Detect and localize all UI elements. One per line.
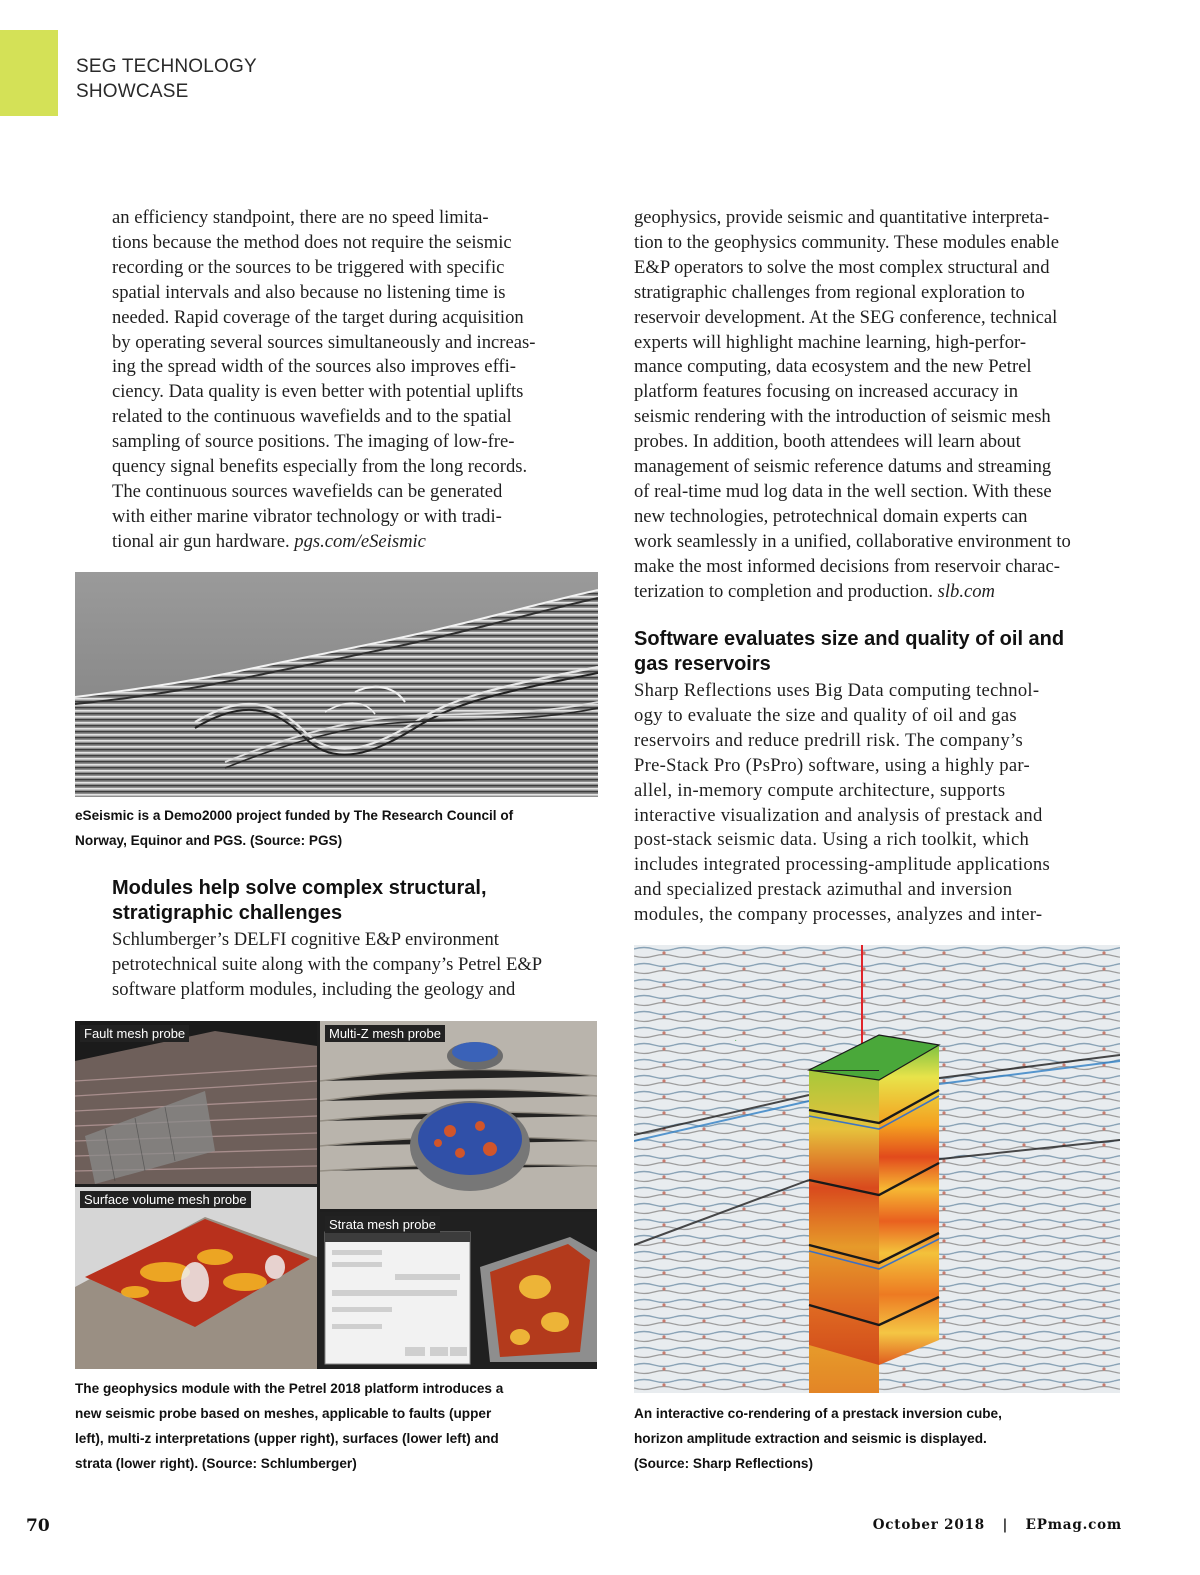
pgs-link[interactable]: pgs.com/eSeismic — [294, 530, 426, 552]
heading-line: Modules help solve complex structural, — [112, 877, 487, 899]
text-fragment: terization to completion and production. — [634, 580, 933, 602]
text-line: Pre-Stack Pro (PsPro) software, using a highly par- — [634, 754, 1031, 776]
right-column-continued — [634, 206, 1124, 605]
text-line: experts will highlight machine learning, high-perfor- — [634, 331, 1027, 353]
sharp-caption — [634, 1401, 1002, 1476]
text-line: includes integrated processing-amplitude applications — [634, 854, 1051, 876]
fault-mesh-probe-panel — [75, 1021, 317, 1184]
text-line: probes. In addition, booth attendees will learn about — [634, 431, 1021, 453]
text-line: new technologies, petrotechnical domain experts can — [634, 505, 1028, 527]
cube-axis-label: · — [734, 1035, 738, 1046]
text-line: work seamlessly in a unified, collaborative environment to — [634, 530, 1071, 552]
caption-line: (Source: Sharp Reflections) — [634, 1456, 814, 1471]
caption-line: An interactive co-rendering of a prestack inversion cube, — [634, 1406, 1002, 1421]
section-color-tab — [0, 30, 58, 116]
caption-line: left), multi-z interpretations (upper right), surfaces (lower left) and — [75, 1431, 499, 1446]
text-line — [112, 530, 602, 555]
text-line: petrotechnical suite along with the company’s Petrel E&P — [112, 953, 543, 975]
footer-separator: | — [1002, 1517, 1009, 1533]
heading-line: gas reservoirs — [634, 653, 771, 675]
issue-date: October 2018 — [872, 1517, 985, 1533]
text-line: tions because the method does not require the seismic — [112, 231, 512, 253]
text-line: post-stack seismic data. Using a rich toolkit, which — [634, 829, 1030, 851]
text-fragment: tional air gun hardware. — [112, 530, 290, 552]
text-line: make the most informed decisions from reservoir charac- — [634, 555, 1060, 577]
multiz-mesh-graphic — [320, 1021, 597, 1209]
text-line: E&P operators to solve the most complex structural and — [634, 256, 1050, 278]
eseismic-caption — [75, 803, 513, 853]
text-line: platform features focusing on increased accuracy in — [634, 381, 1019, 403]
text-line: recording or the sources to be triggered with specific — [112, 256, 505, 278]
text-line: Schlumberger’s DELFI cognitive E&P environment — [112, 929, 499, 950]
text-line: and specialized prestack azimuthal and inversion — [634, 879, 1013, 901]
surface-volume-graphic — [75, 1187, 317, 1369]
heading-line: Software evaluates size and quality of oil and — [634, 628, 1065, 650]
fault-panel-label: Fault mesh probe — [80, 1025, 189, 1042]
text-line — [634, 580, 1124, 605]
petrel-caption — [75, 1376, 503, 1476]
seismic-section-graphic — [75, 572, 598, 797]
text-line: quency signal benefits especially from the long records. — [112, 456, 528, 478]
strata-panel-label: Strata mesh probe — [325, 1216, 440, 1233]
section-label — [76, 54, 257, 104]
text-line: The continuous sources wavefields can be generated — [112, 480, 503, 502]
text-line: ciency. Data quality is even better with potential uplifts — [112, 381, 524, 403]
text-line: sampling of source positions. The imaging of low-fre- — [112, 431, 515, 453]
text-line: ogy to evaluate the size and quality of oil and gas — [634, 704, 1017, 726]
caption-line: horizon amplitude extraction and seismic is displayed. — [634, 1431, 987, 1446]
text-line: mance computing, data ecosystem and the new Petrel — [634, 356, 1032, 378]
text-line: software platform modules, including the geology and — [112, 978, 516, 1000]
caption-line: eSeismic is a Demo2000 project funded by The Research Council of — [75, 808, 514, 823]
modules-article-heading — [112, 876, 487, 926]
caption-line: strata (lower right). (Source: Schlumberger) — [75, 1456, 357, 1471]
text-line: reservoirs and reduce predrill risk. The company’s — [634, 729, 1023, 751]
heading-line: stratigraphic challenges — [112, 902, 343, 924]
text-line: tion to the geophysics community. These modules enable — [634, 231, 1059, 253]
text-line: Sharp Reflections uses Big Data computing technol- — [634, 680, 1040, 701]
text-line: seismic rendering with the introduction of seismic mesh — [634, 406, 1051, 428]
modules-article-body — [112, 928, 602, 1003]
strata-mesh-graphic — [320, 1212, 597, 1369]
text-line: by operating several sources simultaneously and increas- — [112, 331, 536, 353]
text-line: management of seismic reference datums and streaming — [634, 456, 1052, 478]
fault-mesh-graphic — [75, 1021, 317, 1184]
strata-mesh-probe-panel — [320, 1212, 597, 1369]
text-line: with either marine vibrator technology or with tradi- — [112, 505, 502, 527]
section-label-line-1: SEG TECHNOLOGY — [76, 56, 257, 77]
text-line: related to the continuous wavefields and to the spatial — [112, 406, 512, 428]
text-line: ing the spread width of the sources also improves effi- — [112, 356, 516, 378]
surface-volume-mesh-probe-panel — [75, 1187, 317, 1369]
text-line: of real-time mud log data in the well section. With these — [634, 480, 1052, 502]
site-link[interactable]: EPmag.com — [1025, 1517, 1122, 1533]
inversion-cube-graphic — [634, 945, 1120, 1393]
text-line: reservoir development. At the SEG conference, technical — [634, 306, 1058, 328]
text-line: stratigraphic challenges from regional exploration to — [634, 281, 1025, 303]
section-label-line-2: SHOWCASE — [76, 81, 189, 102]
text-line: geophysics, provide seismic and quantitative interpreta- — [634, 207, 1050, 228]
slb-link[interactable]: slb.com — [937, 580, 995, 602]
sharp-article-heading — [634, 627, 1064, 677]
text-line: allel, in-memory compute architecture, supports — [634, 779, 1006, 801]
petrel-mesh-probe-figure — [75, 1021, 597, 1369]
sharp-inversion-cube-image — [634, 945, 1120, 1393]
text-line: needed. Rapid coverage of the target during acquisition — [112, 306, 524, 328]
footer-right — [873, 1517, 1122, 1533]
text-line: modules, the company processes, analyzes and inter- — [634, 904, 1043, 926]
multiz-mesh-probe-panel — [320, 1021, 597, 1209]
multiz-panel-label: Multi-Z mesh probe — [325, 1025, 445, 1042]
text-line: an efficiency standpoint, there are no speed limita- — [112, 207, 489, 228]
caption-line: new seismic probe based on meshes, applicable to faults (upper — [75, 1406, 492, 1421]
eseismic-seismic-image — [75, 572, 598, 797]
caption-line: Norway, Equinor and PGS. (Source: PGS) — [75, 833, 343, 848]
sharp-article-body — [634, 679, 1124, 928]
surface-panel-label: Surface volume mesh probe — [80, 1191, 251, 1208]
left-column-intro — [112, 206, 602, 555]
caption-line: The geophysics module with the Petrel 2018 platform introduces a — [75, 1381, 504, 1396]
text-line: interactive visualization and analysis of prestack and — [634, 804, 1043, 826]
text-line: spatial intervals and also because no listening time is — [112, 281, 506, 303]
page-number: 70 — [26, 1516, 50, 1536]
